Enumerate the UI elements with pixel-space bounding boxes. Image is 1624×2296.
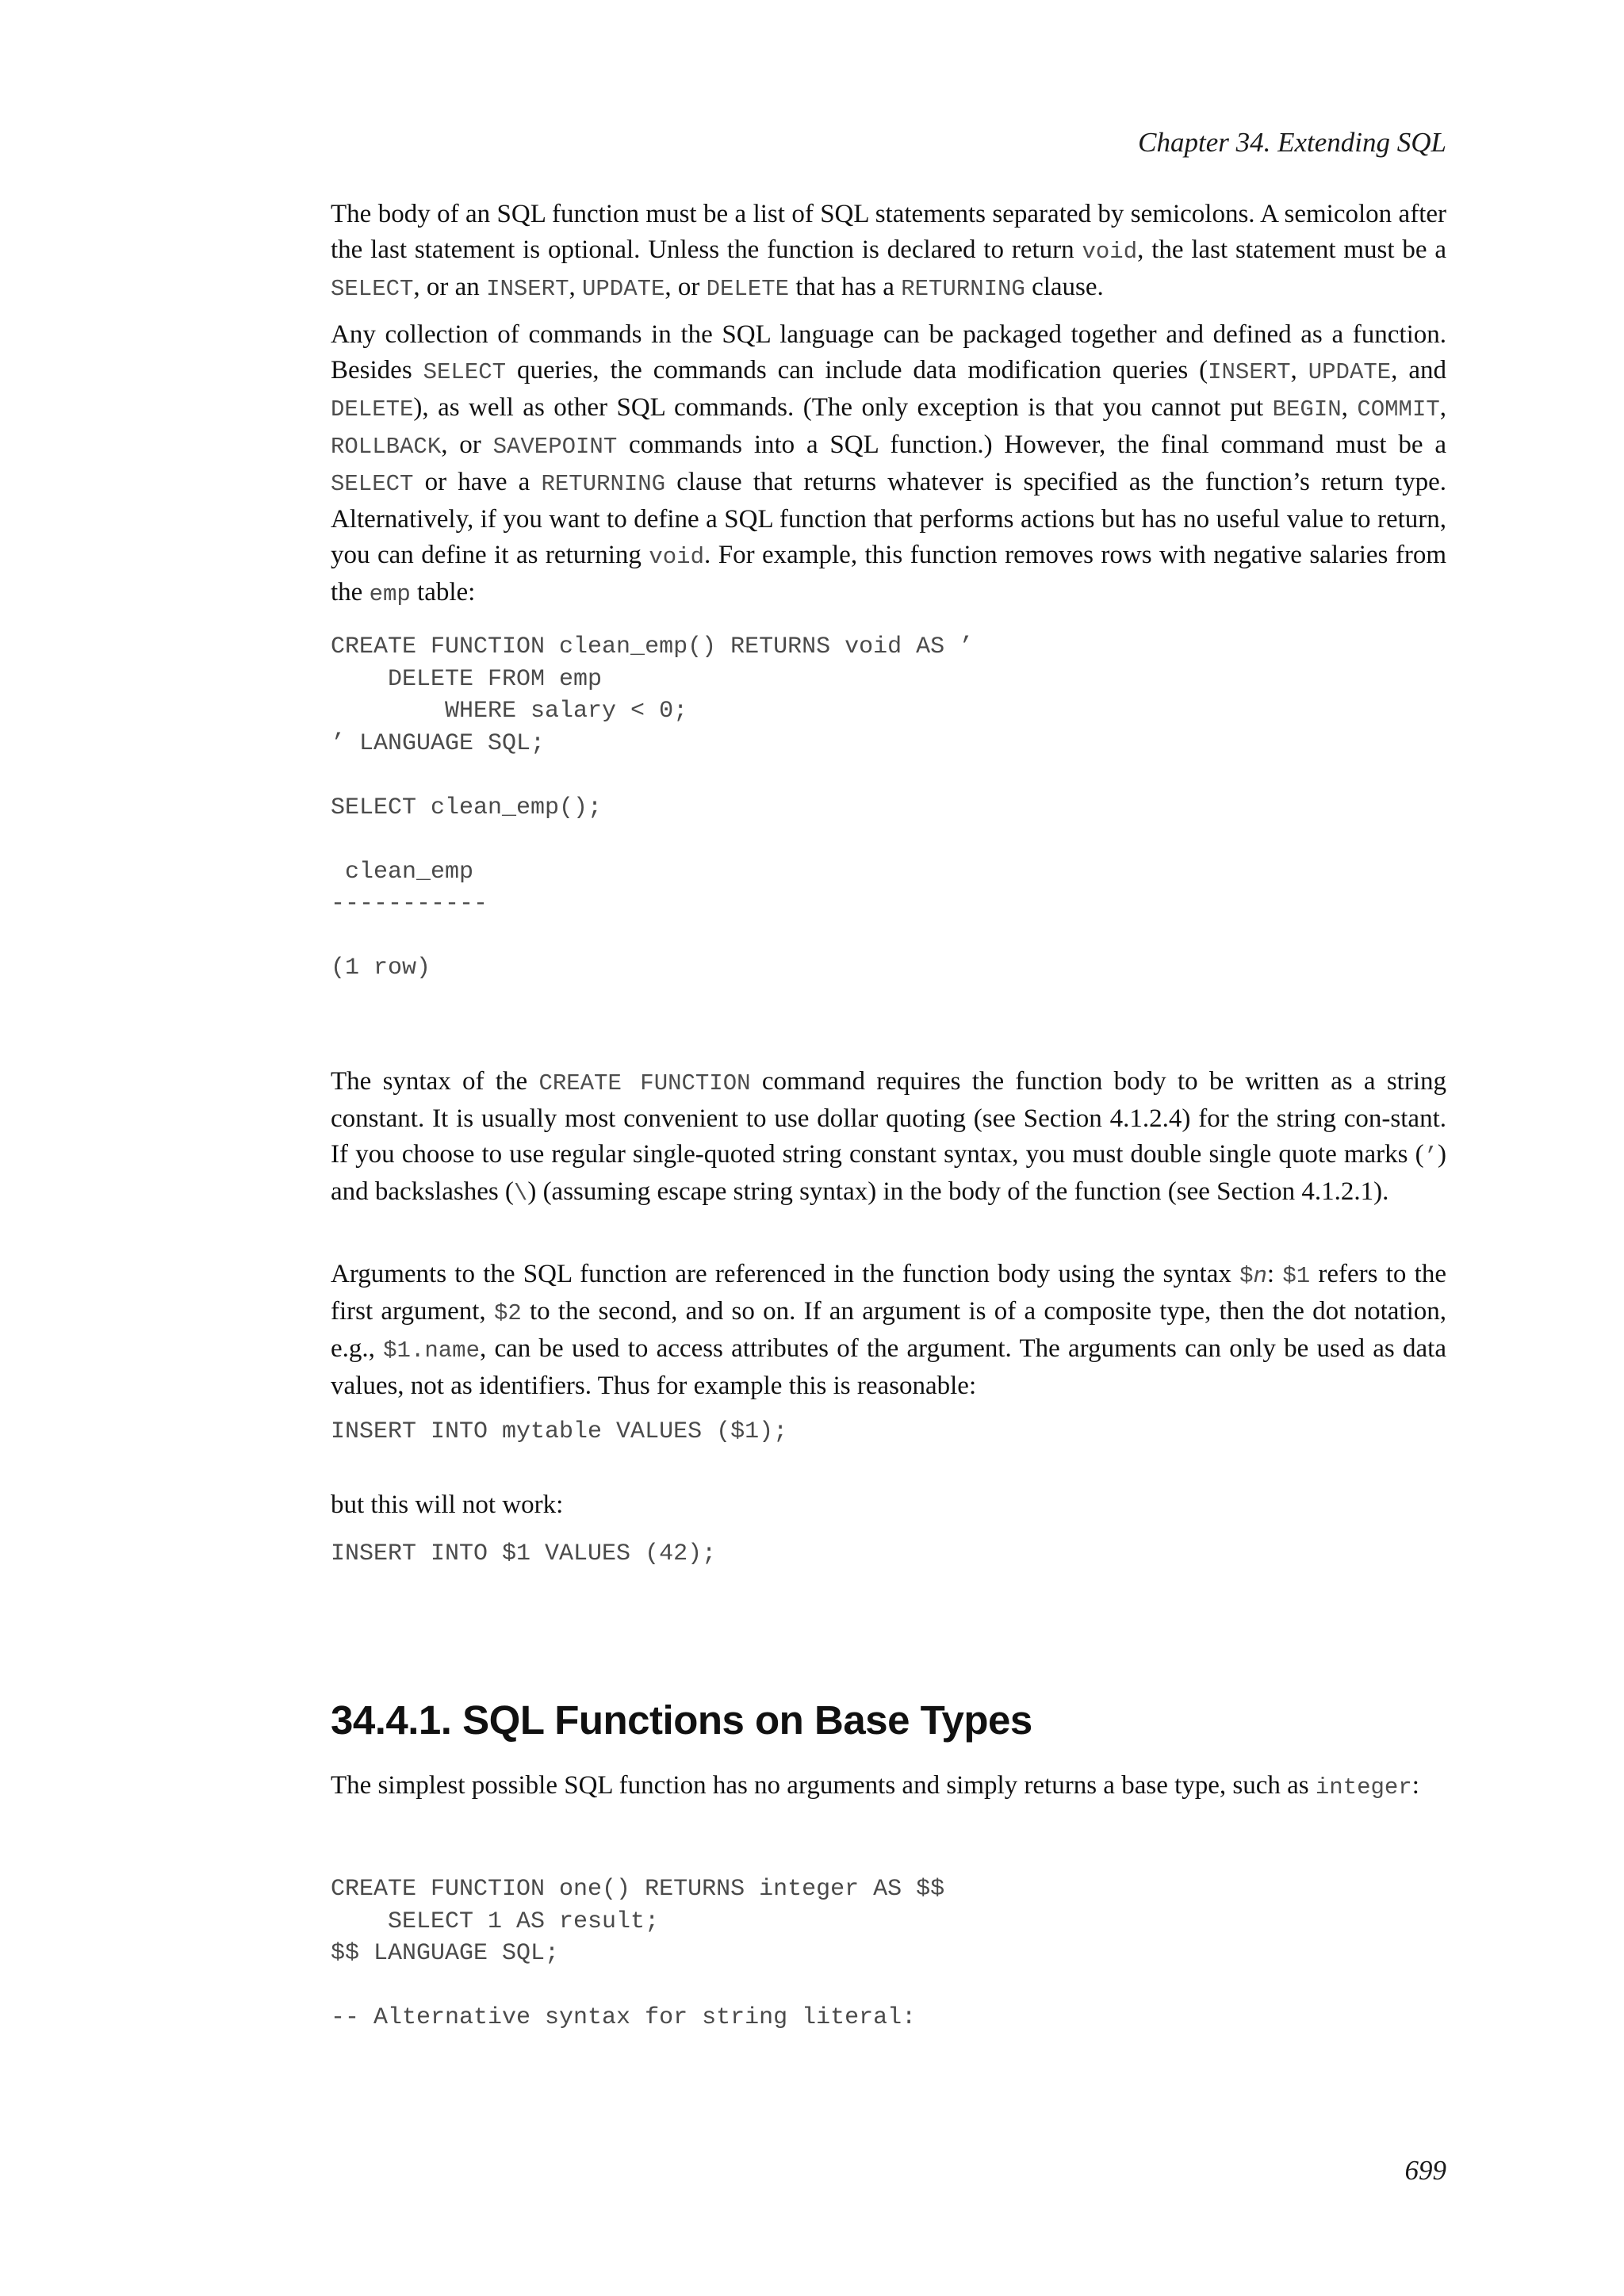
running-header: Chapter 34. Extending SQL: [1138, 127, 1446, 158]
code-block-clean-emp: CREATE FUNCTION clean_emp() RETURNS void AS ’ DELETE FROM emp WHERE salary < 0; ’ LANGUAGE SQL; SELECT clean_emp(); clean_emp ----------- (1 row): [331, 633, 974, 982]
paragraph-command-collection: Any collection of commands in the SQL language can be packaged together and defined as a function. Besides SELECT queries, the commands can include data modification queries (INSERT, UPDATE, and DELETE), as well as other SQL commands. (The only exception is that you cannot put BEGIN, COMMIT, ROLLBACK, or SAVEPOINT commands into a SQL function.) However, the final command must be a SELECT or have a RETURNING clause that returns whatever is specified as the function’s return type. Alternatively, if you want to define a SQL function that performs actions but has no useful value to return, you can define it as returning void. For example, this function removes rows with negative salaries from the emp table:: [331, 320, 1447, 607]
paragraph-function-body: The body of an SQL function must be a list of SQL statements separated by semicolons. A semicolon after the last statement is optional. Unless the function is declared to return void, the last statement must be a SELECT, or an INSERT, UPDATE, or DELETE that has a RETURNING clause.: [331, 200, 1446, 302]
paragraph-arguments: Arguments to the SQL function are referenced in the function body using the syntax $n: $1 refers to the first argument, $2 to the second, and so on. If an argument is of a composite type, then the dot notation, e.g., $1.name, can be used to access attributes of the argument. The arguments can only be used as data values, not as identifiers. Thus for example this is reasonable:: [331, 1260, 1446, 1400]
code-block-one-function: CREATE FUNCTION one() RETURNS integer AS $$ SELECT 1 AS result; $$ LANGUAGE SQL; -- Alternative syntax for string literal:: [331, 1876, 945, 2031]
paragraph-create-function-syntax: The syntax of the CREATE FUNCTION command requires the function body to be written as a string constant. It is usually most convenient to use dollar quoting (see Section 4.1.2.4) for the string con-stant. If you choose to use regular single-quoted string constant syntax, you must double single quote marks (’) and backslashes (\) (assuming escape string syntax) in the body of the function (see Section 4.1.2.1).: [331, 1067, 1447, 1207]
paragraph-will-not-work: but this will not work:: [331, 1490, 564, 1519]
paragraph-simplest-function: The simplest possible SQL function has no arguments and simply returns a base type, such as integer:: [331, 1771, 1419, 1800]
section-heading: 34.4.1. SQL Functions on Base Types: [331, 1697, 1032, 1743]
page-number: 699: [1404, 2155, 1446, 2186]
code-block-insert-invalid: INSERT INTO $1 VALUES (42);: [331, 1540, 717, 1567]
code-block-insert-valid: INSERT INTO mytable VALUES ($1);: [331, 1418, 788, 1445]
